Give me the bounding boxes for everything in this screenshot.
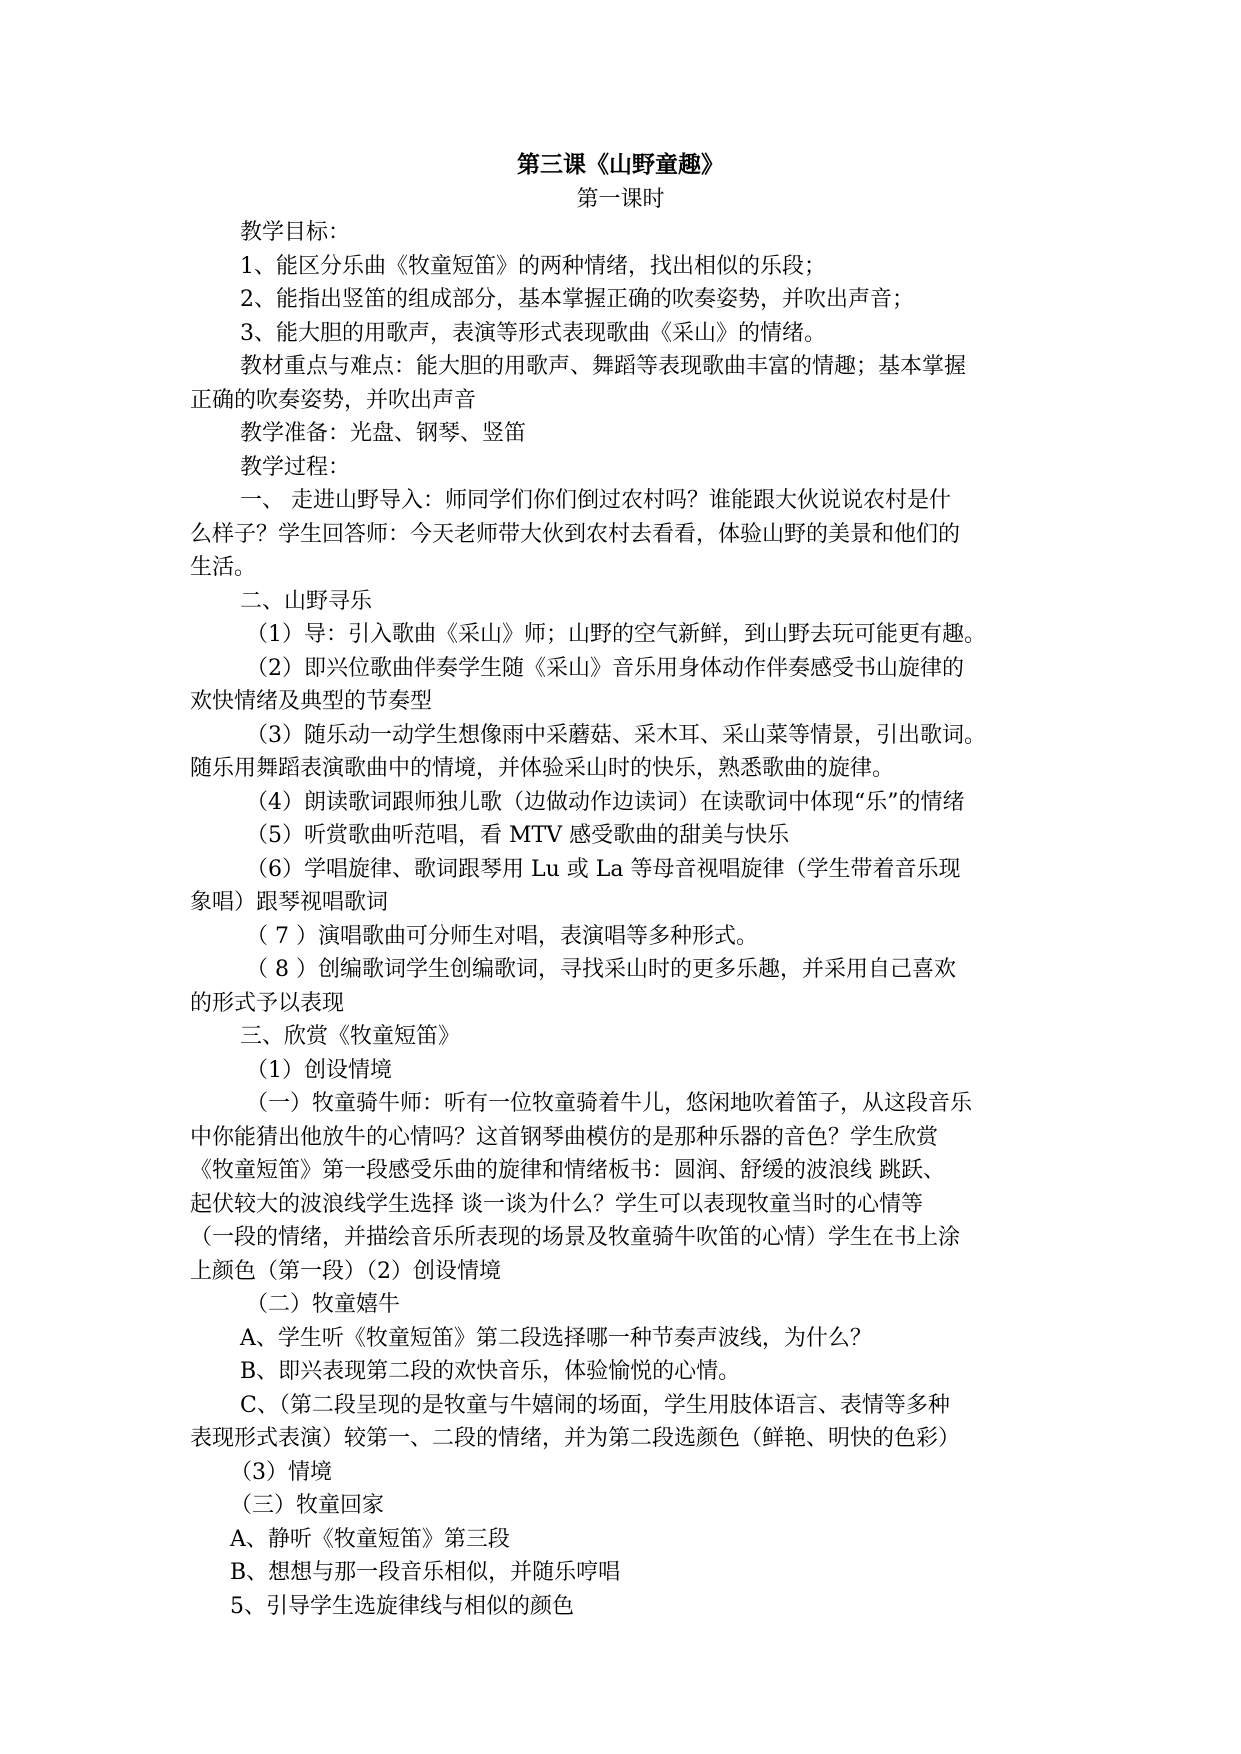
document-line: 教学目标： bbox=[240, 220, 351, 245]
document-line: （ 8 ）创编歌词学生创编歌词，寻找采山时的更多乐趣，并采用自己喜欢 bbox=[246, 957, 956, 982]
document-line: 的形式予以表现 bbox=[190, 990, 345, 1016]
document-line: （1）导：引入歌曲《采山》师；山野的空气新鲜，到山野去玩可能更有趣。 bbox=[246, 622, 986, 647]
document-line: A、学生听《牧童短笛》第二段选择哪一种节奏声波线，为什么？ bbox=[240, 1325, 872, 1351]
document-subtitle: 第一课时 bbox=[576, 187, 665, 212]
document-line: 一、 走进山野导入：师同学们你们倒过农村吗？谁能跟大伙说说农村是什 bbox=[240, 488, 951, 513]
document-line: （三）牧童回家 bbox=[230, 1493, 385, 1518]
document-line: （一）牧童骑牛师：听有一位牧童骑着牛儿，悠闲地吹着笛子，从这段音乐 bbox=[246, 1091, 973, 1116]
document-line: B、即兴表现第二段的欢快音乐，体验愉悦的心情。 bbox=[240, 1359, 741, 1384]
document-line: 1、能区分乐曲《牧童短笛》的两种情绪，找出相似的乐段； bbox=[240, 253, 826, 279]
document-body bbox=[190, 216, 1050, 1623]
document-line: （一段的情绪，并描绘音乐所表现的场景及牧童骑牛吹笛的心情）学生在书上涂 bbox=[190, 1225, 961, 1250]
document-line: 教学过程： bbox=[240, 454, 351, 480]
document-line: 三、欣赏《牧童短笛》 bbox=[240, 1024, 461, 1049]
document-line: （ 7 ）演唱歌曲可分师生对唱，表演唱等多种形式。 bbox=[246, 923, 758, 949]
document-line: 教学准备：光盘、钢琴、竖笛 bbox=[240, 421, 527, 446]
document-line: （3）情境 bbox=[230, 1459, 332, 1485]
document-line: C、（第二段呈现的是牧童与牛嬉闹的场面，学生用肢体语言、表情等多种 bbox=[240, 1392, 950, 1418]
document-line: A、静听《牧童短笛》第三段 bbox=[230, 1526, 510, 1552]
document-line: 表现形式表演）较第一、二段的情绪，并为第二段选颜色（鲜艳、明快的色彩） bbox=[190, 1426, 961, 1451]
document-line: 么样子？学生回答师：今天老师带大伙到农村去看看，体验山野的美景和他们的 bbox=[190, 521, 961, 547]
document-line: 象唱）跟琴视唱歌词 bbox=[190, 890, 389, 915]
document-line: 生活。 bbox=[190, 555, 257, 580]
document-line: 随乐用舞蹈表演歌曲中的情境，并体验采山时的快乐，熟悉歌曲的旋律。 bbox=[190, 756, 895, 781]
document-line: 二、山野寻乐 bbox=[240, 588, 373, 614]
document-line: 《牧童短笛》第一段感受乐曲的旋律和情绪板书：圆润、舒缓的波浪线 跳跃、 bbox=[190, 1158, 945, 1183]
document-line: 正确的吹奏姿势，并吹出声音 bbox=[190, 387, 477, 413]
document-line: 欢快情绪及典型的节奏型 bbox=[190, 689, 433, 714]
document-line: 5、引导学生选旋律线与相似的颜色 bbox=[230, 1593, 574, 1619]
document-line: 2、能指出竖笛的组成部分，基本掌握正确的吹奏姿势，并吹出声音； bbox=[240, 287, 914, 312]
document-line: B、想想与那一段音乐相似，并随乐哼唱 bbox=[230, 1560, 621, 1585]
document-line: （1）创设情境 bbox=[246, 1057, 392, 1083]
document-title: 第三课《山野童趣》 bbox=[517, 151, 724, 178]
document-line: （4）朗读歌词跟师独儿歌（边做动作边读词）在读歌词中体现“乐”的情绪 bbox=[246, 789, 965, 815]
document-line: 上颜色（第一段）（2）创设情境 bbox=[190, 1258, 501, 1284]
document-line: 教材重点与难点：能大胆的用歌声、舞蹈等表现歌曲丰富的情趣；基本掌握 bbox=[240, 354, 967, 379]
document-line: （2）即兴位歌曲伴奏学生随《采山》音乐用身体动作伴奏感受书山旋律的 bbox=[246, 655, 964, 681]
document-line: （6）学唱旋律、歌词跟琴用 Lu 或 La 等母音视唱旋律（学生带着音乐现 bbox=[246, 856, 961, 882]
document-line: （3）随乐动一动学生想像雨中采蘑菇、采木耳、采山菜等情景，引出歌词。 bbox=[246, 722, 986, 748]
document-line: （5）听赏歌曲听范唱，看 MTV 感受歌曲的甜美与快乐 bbox=[246, 823, 790, 848]
document-line: （二）牧童嬉牛 bbox=[246, 1292, 401, 1317]
document-line: 中你能猜出他放牛的心情吗？这首钢琴曲模仿的是那种乐器的音色？学生欣赏 bbox=[190, 1124, 939, 1150]
document-line: 起伏较大的波浪线学生选择 谈一谈为什么？学生可以表现牧童当时的心情等 bbox=[190, 1191, 923, 1217]
document-line: 3、能大胆的用歌声，表演等形式表现歌曲《采山》的情绪。 bbox=[240, 320, 826, 346]
